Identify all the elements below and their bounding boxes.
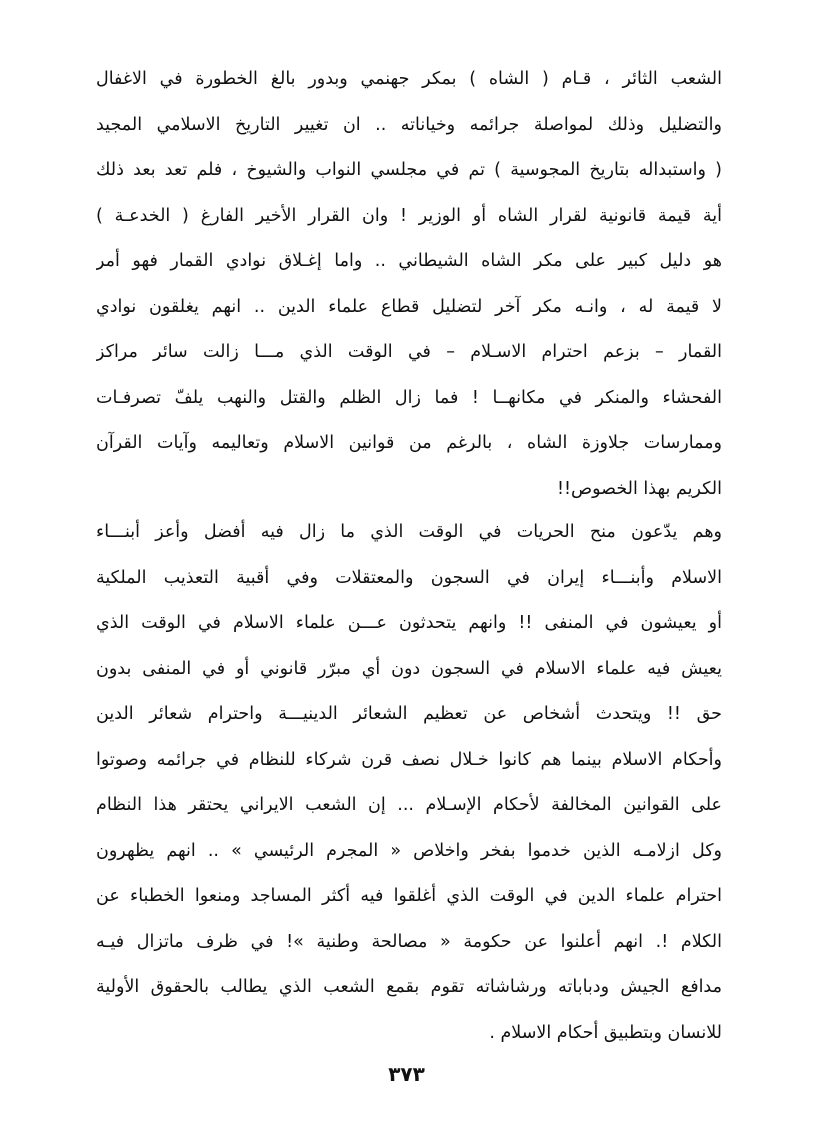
text-line: وأحكام الاسلام بينما هم كانوا خـلال نصف قرن شركاء للنظام في جرائمه وصوتوا [96,749,722,770]
text-line: وهم يدّعون منح الحريات في الوقت الذي ما زال فيه أفضل وأعز أبنـــاء [96,522,722,542]
page-number: ٣٧٣ [388,1062,425,1086]
text-line: للانسان وبتطبيق أحكام الاسلام . [489,1022,722,1043]
text-line: لا قيمة له ، وانـه مكر آخر لتضليل قطاع علماء الدين .. انهم يغلقون نوادي [96,296,722,317]
text-line: الفحشاء والمنكر في مكانهــا ! فما زال الظلم والقتل والنهب يلفّ تصرفـات [96,387,722,408]
text-line: على القوانين المخالفة لأحكام الإسـلام ... إن الشعب الايراني يحتقر هذا النظام [96,795,722,815]
text-line: ( واستبداله بتاريخ المجوسية ) تم في مجلسي النواب والشيوخ ، فلم تعد بعد ذلك [96,160,722,180]
text-line: وممارسات جلاوزة الشاه ، بالرغم من قوانين الاسلام وتعاليمه وآيات القرآن [96,433,722,453]
text-line: الكريم بهذا الخصوص!! [556,478,722,499]
text-line: الاسلام وأبنـــاء إيران في السجون والمعتقلات وفي أقبية التعذيب الملكية [96,567,722,588]
text-line: يعيش فيه علماء الاسلام في السجون دون أي مبرّر قانوني أو في المنفى بدون [96,658,722,679]
text-line: وكل ازلامـه الذين خدموا بفخر واخلاص « المجرم الرئيسي » .. انهم يظهرون [96,840,722,861]
text-line: هو دليل كبير على مكر الشاه الشيطاني .. واما إغـلاق نوادي القمار فهو أمر [96,251,722,271]
text-line: أو يعيشون في المنفى !! وانهم يتحدثون عـــن علماء الاسلام في الوقت الذي [96,613,722,633]
text-line: القمار – بزعم احترام الاسـلام – في الوقت الذي مـــا زالت سائر مراكز [96,342,722,362]
text-line: والتضليل وذلك لمواصلة جرائمه وخياناته .. ان تغيير التاريخ الاسلامي المجيد [96,114,722,135]
text-line: احترام علماء الدين في الوقت الذي أغلقوا فيه أكثر المساجد ومنعوا الخطباء عن [96,886,722,906]
text-line: الكلام !. انهم أعلنوا عن حكومة « مصالحة وطنية »! في ظرف ماتزال فيـه [96,931,722,952]
paragraph-2 [96,510,722,1056]
text-line: أية قيمة قانونية لقرار الشاه أو الوزير ! وان القرار الأخير الفارغ ( الخدعـة ) [96,205,722,226]
text-line: مدافع الجيش ودباباته ورشاشاته تقوم بقمع الشعب الذي يطالب بالحقوق الأولية [96,977,722,997]
text-line: الشعب الثائر ، قـام ( الشاه ) بمكر جهنمي وبدور بالغ الخطورة في الاغفال [96,69,722,89]
text-line: حق !! ويتحدث أشخاص عن تعظيم الشعائر الدينيـــة واحترام شعائر الدين [96,704,722,724]
paragraph-1 [96,57,722,512]
